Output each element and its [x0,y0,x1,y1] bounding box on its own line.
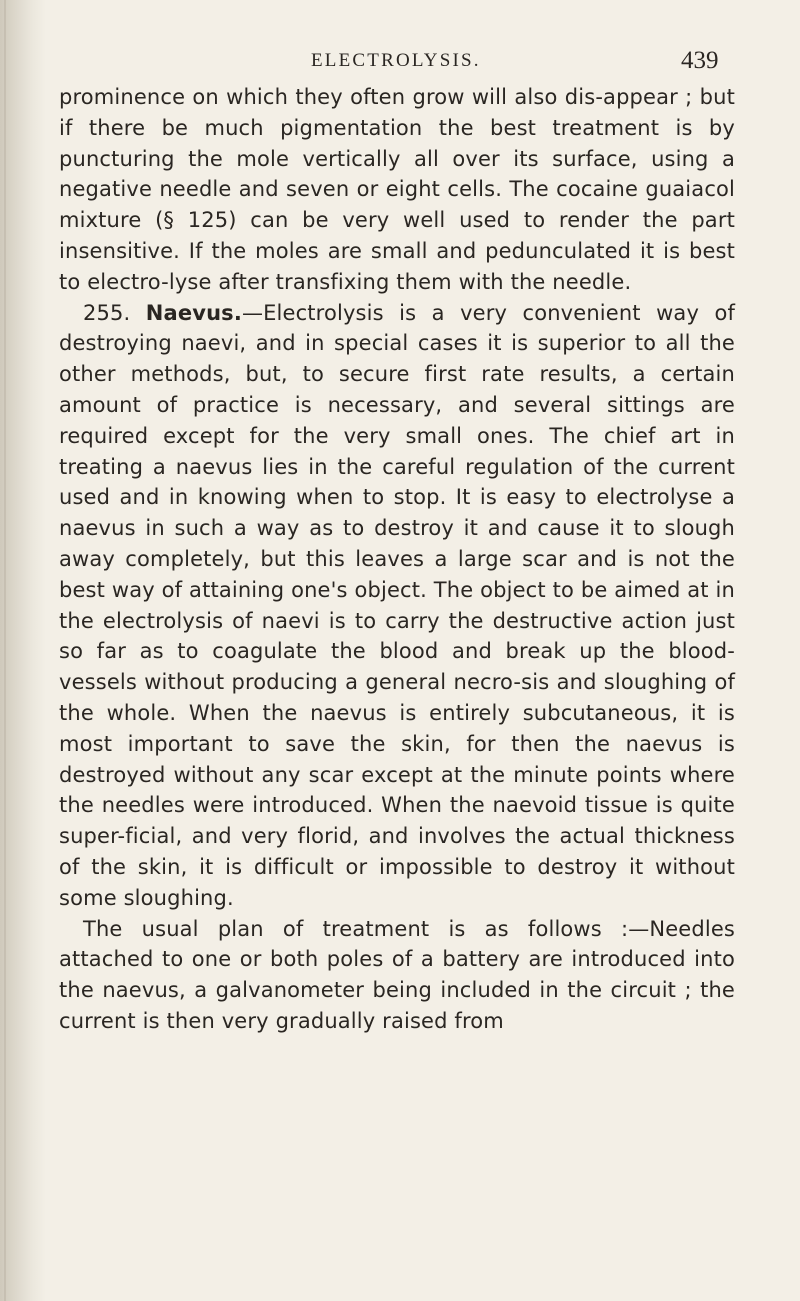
running-title: ELECTROLYSIS. [311,50,481,71]
paragraph-text: —Electrolysis is a very convenient way of destroying naevi, and in special cases it is superior to all the other methods, but, to secure first rate results, a certain amount of practice is necessary, and several sittings are required except for the very small ones. The chief art in treating a naevus lies in the careful regulation of the current used and in knowing when to stop. It is easy to electrolyse a naevus in such a way as to destroy it and cause it to slough away completely, but this leaves a large scar and is not the best way of attaining one's object. The object to be aimed at in the electrolysis of naevi is to carry the destructive action just so far as to coagulate the blood and break up the blood-vessels without producing a general necro-sis and sloughing of the whole. When the naevus is entirely subcutaneous, it is most important to save the skin, for then the naevus is destroyed without any scar except at the minute points where the needles were introduced. When the naevoid tissue is quite super-ficial, and very florid, and involves the actual thickness of the skin, it is difficult or impossible to destroy it without some sloughing. [59,300,735,910]
page-number: 439 [681,47,719,74]
paragraph-continuation [59,82,735,298]
body-text [59,82,735,1037]
section-number: 255. [83,300,131,325]
binding-gutter-line [4,0,6,1301]
binding-gutter-shadow [0,0,46,1301]
paragraph-text: prominence on which they often grow will also dis-appear ; but if there be much pigmentation the best treatment is by puncturing the mole vertically all over its surface, using a negative needle and seven or eight cells. The cocaine guaiacol mixture (§ 125) can be very well used to render the part insensitive. If the moles are small and pedunculated it is best to electro-lyse after transfixing them with the needle. [59,85,735,294]
paragraph-text: The usual plan of treatment is as follows :—Needles attached to one or both poles of a battery are introduced into the naevus, a galvanometer being included in the circuit ; the current is then very gradually raised from [59,916,735,1033]
section-heading: Naevus. [145,300,242,325]
paragraph-treatment-plan [59,914,735,1037]
book-page [59,38,735,1037]
paragraph-section-255 [59,298,735,914]
running-head [59,38,735,82]
